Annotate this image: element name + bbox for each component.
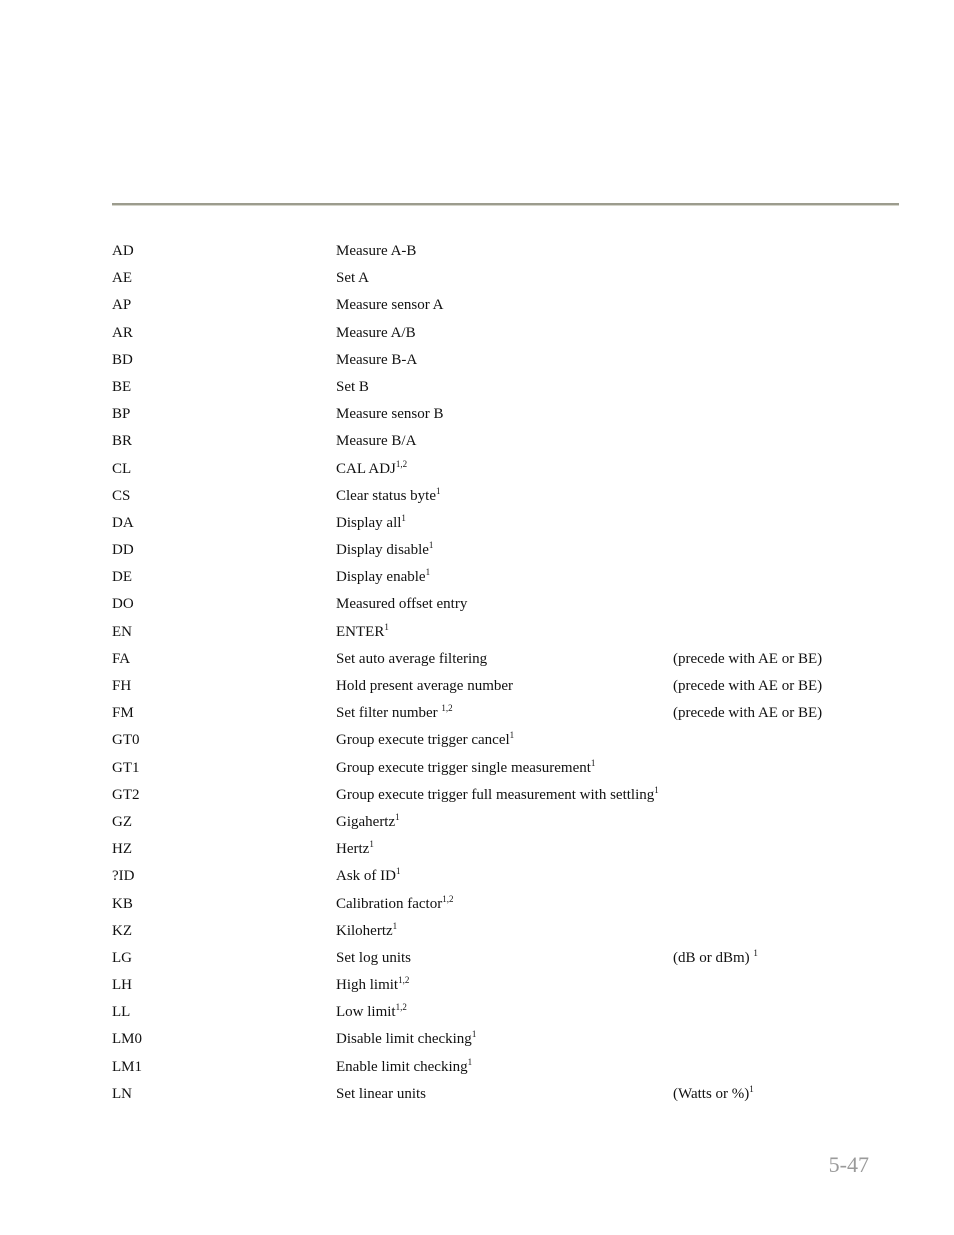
footnote-ref: 1 bbox=[396, 866, 401, 877]
command-description bbox=[336, 1002, 407, 1022]
description-text: ENTER bbox=[336, 623, 385, 640]
command-description bbox=[336, 676, 513, 696]
table-row bbox=[112, 1084, 899, 1111]
table-row bbox=[112, 1002, 899, 1029]
table-row bbox=[112, 921, 899, 948]
command-code: AE bbox=[112, 270, 132, 287]
description-text: Calibration factor bbox=[336, 895, 443, 912]
note-text: (precede with AE or BE) bbox=[673, 705, 823, 722]
footnote-ref: 1,2 bbox=[395, 1002, 407, 1013]
table-row bbox=[112, 894, 899, 921]
command-description bbox=[336, 785, 659, 805]
description-text: Kilohertz bbox=[336, 922, 393, 939]
table-row bbox=[112, 1057, 899, 1084]
description-text: Ask of ID bbox=[336, 868, 396, 885]
command-code: AR bbox=[112, 324, 133, 341]
command-description bbox=[336, 622, 389, 642]
command-description bbox=[336, 948, 411, 968]
command-description bbox=[336, 567, 430, 587]
footnote-ref: 1,2 bbox=[398, 975, 410, 986]
command-description bbox=[336, 758, 595, 778]
command-code: AD bbox=[112, 243, 134, 259]
command-code: BR bbox=[112, 433, 133, 450]
command-code: DO bbox=[112, 596, 134, 613]
command-description bbox=[336, 350, 417, 370]
command-code: FA bbox=[112, 650, 131, 667]
description-text: High limit bbox=[336, 977, 399, 994]
table-row bbox=[112, 785, 899, 812]
table-row bbox=[112, 839, 899, 866]
table-row bbox=[112, 676, 899, 703]
command-code: DE bbox=[112, 569, 132, 586]
command-description bbox=[336, 1084, 426, 1104]
command-description bbox=[336, 404, 443, 424]
footnote-ref: 1 bbox=[428, 540, 434, 551]
command-code: HZ bbox=[112, 841, 132, 858]
footnote-ref: 1 bbox=[401, 512, 406, 523]
command-code: FM bbox=[112, 705, 134, 722]
command-note bbox=[673, 1084, 754, 1104]
command-code: DD bbox=[112, 542, 134, 559]
command-code: GT0 bbox=[112, 732, 140, 749]
description-text: Set log units bbox=[336, 949, 412, 966]
command-note bbox=[673, 649, 822, 669]
command-description bbox=[336, 703, 453, 723]
description-text: Display enable bbox=[336, 569, 426, 586]
description-text: Display disable bbox=[336, 542, 429, 559]
footnote-ref: 1 bbox=[369, 839, 374, 850]
command-code: KZ bbox=[112, 922, 132, 939]
header-rule bbox=[112, 203, 899, 205]
description-text: Group execute trigger full measurement with settling bbox=[336, 786, 655, 803]
command-code: EN bbox=[112, 623, 132, 640]
command-code: KB bbox=[112, 895, 133, 912]
footnote-ref: 1 bbox=[753, 947, 758, 958]
description-text: Set filter number bbox=[336, 705, 442, 722]
command-code: FH bbox=[112, 678, 132, 694]
note-text: (precede with AE or BE) bbox=[673, 650, 823, 667]
command-description bbox=[336, 649, 487, 669]
command-description bbox=[336, 431, 416, 451]
table-row bbox=[112, 730, 899, 757]
command-description bbox=[336, 295, 443, 315]
command-description bbox=[336, 812, 400, 832]
command-code: BP bbox=[112, 406, 131, 423]
footnote-ref: 1 bbox=[509, 730, 515, 741]
table-row bbox=[112, 459, 899, 486]
table-row bbox=[112, 975, 899, 1002]
command-code: GZ bbox=[112, 813, 132, 830]
table-row bbox=[112, 295, 899, 322]
footnote-ref: 1 bbox=[395, 811, 400, 822]
footnote-ref: 1 bbox=[749, 1083, 754, 1094]
footnote-ref: 1 bbox=[654, 784, 659, 795]
note-text: (Watts or %) bbox=[673, 1085, 750, 1102]
description-text: Hertz bbox=[336, 841, 370, 858]
description-text: Gigahertz bbox=[336, 813, 396, 830]
command-description bbox=[336, 975, 409, 995]
table-row bbox=[112, 323, 899, 350]
command-table bbox=[112, 241, 899, 1111]
command-description bbox=[336, 377, 369, 397]
table-row bbox=[112, 377, 899, 404]
command-description bbox=[336, 486, 440, 506]
command-code: LM1 bbox=[112, 1058, 142, 1075]
footnote-ref: 1 bbox=[590, 757, 596, 768]
command-note bbox=[673, 703, 822, 723]
command-description bbox=[336, 730, 514, 750]
page-number: 5-47 bbox=[828, 1152, 869, 1177]
command-code: ?ID bbox=[112, 868, 135, 885]
description-text: Clear status byte bbox=[336, 487, 436, 504]
command-description bbox=[336, 513, 406, 533]
footnote-ref: 1,2 bbox=[441, 703, 453, 714]
footnote-ref: 1 bbox=[425, 567, 431, 578]
command-description bbox=[336, 894, 453, 914]
command-code: GT2 bbox=[112, 786, 140, 803]
command-description bbox=[336, 459, 407, 479]
table-row bbox=[112, 866, 899, 893]
description-text: Measure B/A bbox=[336, 433, 417, 450]
description-text: Measured offset entry bbox=[336, 596, 468, 613]
command-description bbox=[336, 921, 397, 941]
command-description bbox=[336, 268, 369, 288]
table-row bbox=[112, 404, 899, 431]
table-row bbox=[112, 431, 899, 458]
command-description bbox=[336, 1029, 476, 1049]
description-text: Disable limit checking bbox=[336, 1031, 472, 1048]
table-row bbox=[112, 948, 899, 975]
table-row bbox=[112, 567, 899, 594]
table-row bbox=[112, 649, 899, 676]
command-code: BE bbox=[112, 378, 132, 395]
command-code: LL bbox=[112, 1004, 131, 1021]
command-note bbox=[673, 948, 758, 968]
command-code: LG bbox=[112, 949, 132, 966]
table-row bbox=[112, 268, 899, 295]
command-code: BD bbox=[112, 351, 133, 368]
table-row bbox=[112, 758, 899, 785]
command-code: GT1 bbox=[112, 759, 140, 776]
table-row bbox=[112, 622, 899, 649]
command-code: LM0 bbox=[112, 1031, 142, 1048]
description-text: Group execute trigger single measurement bbox=[336, 759, 591, 776]
command-description bbox=[336, 323, 416, 343]
table-row bbox=[112, 513, 899, 540]
command-description bbox=[336, 866, 401, 886]
command-code: CL bbox=[112, 460, 132, 477]
description-text: Hold present average number bbox=[336, 678, 514, 694]
footnote-ref: 1 bbox=[392, 920, 398, 931]
footnote-ref: 1,2 bbox=[395, 458, 408, 469]
description-text: Low limit bbox=[336, 1004, 396, 1021]
description-text: Set linear units bbox=[336, 1085, 426, 1102]
description-text: CAL ADJ bbox=[336, 460, 396, 477]
command-code: DA bbox=[112, 514, 134, 531]
table-row bbox=[112, 486, 899, 513]
table-row bbox=[112, 241, 899, 268]
table-row bbox=[112, 540, 899, 567]
description-text: Set B bbox=[336, 378, 369, 395]
command-description bbox=[336, 839, 374, 859]
description-text: Set A bbox=[336, 270, 369, 287]
note-text: (dB or dBm) bbox=[673, 949, 754, 966]
description-text: Measure sensor B bbox=[336, 406, 444, 423]
command-code: LN bbox=[112, 1085, 132, 1102]
command-description bbox=[336, 594, 467, 614]
command-description bbox=[336, 241, 416, 261]
table-row bbox=[112, 703, 899, 730]
description-text: Enable limit checking bbox=[336, 1058, 468, 1075]
footnote-ref: 1 bbox=[471, 1029, 477, 1040]
table-row bbox=[112, 1029, 899, 1056]
command-code: AP bbox=[112, 297, 132, 314]
command-description bbox=[336, 1057, 472, 1077]
footnote-ref: 1 bbox=[435, 485, 441, 496]
command-code: LH bbox=[112, 977, 132, 994]
footnote-ref: 1 bbox=[467, 1056, 473, 1067]
command-note bbox=[673, 676, 822, 696]
table-row bbox=[112, 350, 899, 377]
command-description bbox=[336, 540, 433, 560]
description-text: Measure sensor A bbox=[336, 297, 444, 314]
description-text: Measure A-B bbox=[336, 243, 417, 259]
footnote-ref: 1 bbox=[384, 621, 389, 632]
footnote-ref: 1,2 bbox=[442, 893, 454, 904]
description-text: Group execute trigger cancel bbox=[336, 732, 510, 749]
description-text: Measure B-A bbox=[336, 351, 418, 368]
command-code: CS bbox=[112, 487, 131, 504]
table-row bbox=[112, 812, 899, 839]
table-row bbox=[112, 594, 899, 621]
description-text: Display all bbox=[336, 514, 402, 531]
note-text: (precede with AE or BE) bbox=[673, 678, 823, 694]
description-text: Set auto average filtering bbox=[336, 650, 488, 667]
description-text: Measure A/B bbox=[336, 324, 416, 341]
